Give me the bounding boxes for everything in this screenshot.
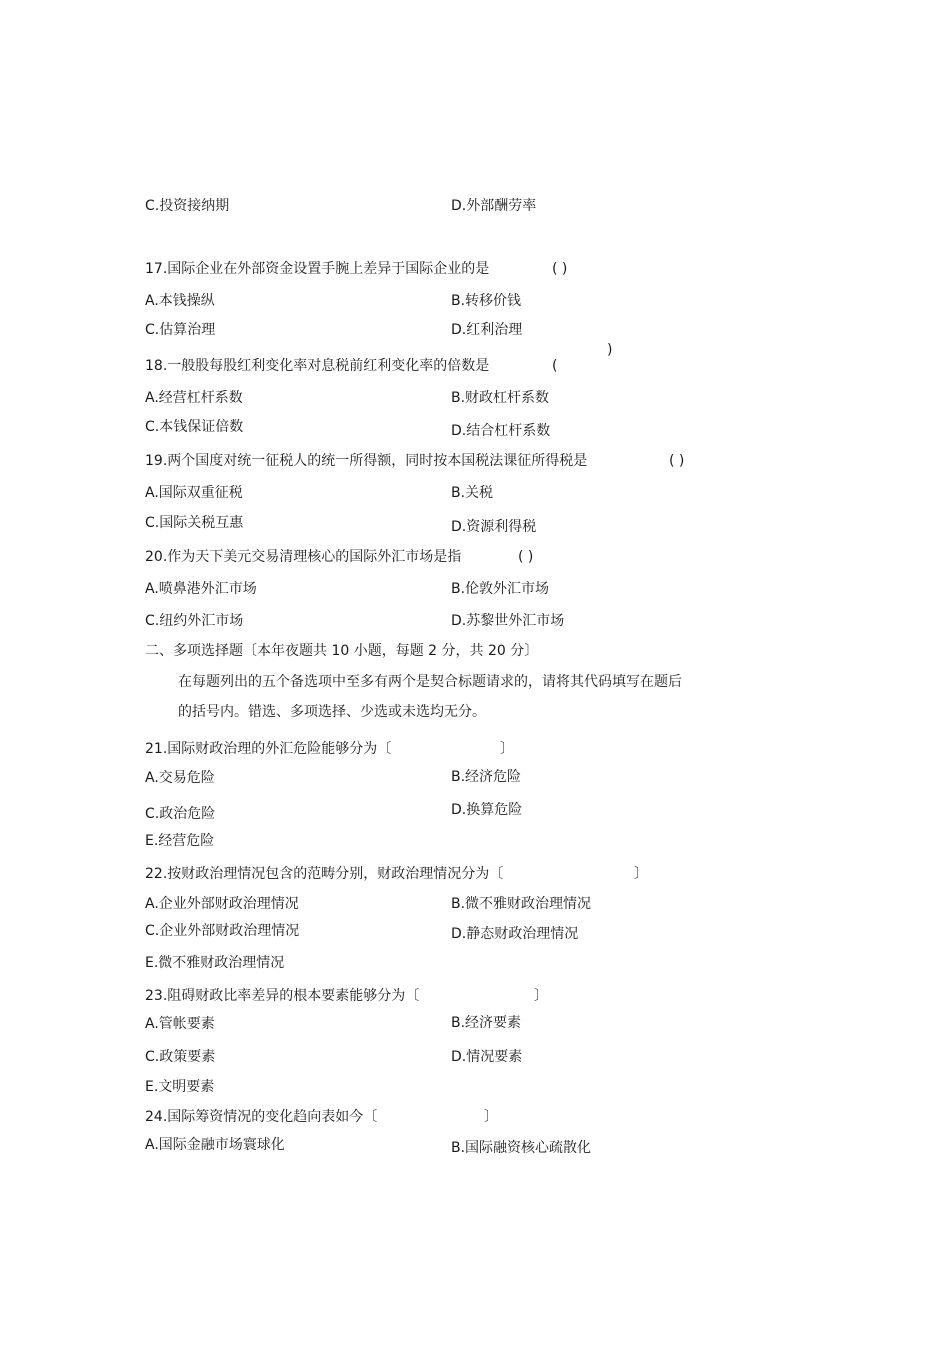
option-b: B.财政杠杆系数 xyxy=(451,390,550,406)
option-b: B.关税 xyxy=(451,485,494,501)
option-d: D.情况要素 xyxy=(451,1049,523,1065)
option-d: D.苏黎世外汇市场 xyxy=(451,613,565,629)
option-d: D.外部酬劳率 xyxy=(451,198,537,214)
option-a: A.本钱操纵 xyxy=(145,293,215,309)
answer-bracket: ( ) xyxy=(552,261,568,277)
option-e: E.微不雅财政治理情况 xyxy=(145,955,285,971)
answer-bracket-close: 〕 xyxy=(484,1109,498,1125)
option-c: C.纽约外汇市场 xyxy=(145,613,244,629)
option-b: B.国际融资核心疏散化 xyxy=(451,1140,592,1156)
section-instructions-continued: 的括号内。错选、多项选择、少选或未选均无分。 xyxy=(178,704,486,720)
option-d: D.红利治理 xyxy=(451,322,523,338)
option-d: D.结合杠杆系数 xyxy=(451,423,551,439)
option-d: D.资源利得税 xyxy=(451,519,537,535)
question-18-stem: 18.一般股每股红利变化率对息税前红利变化率的倍数是 xyxy=(145,358,490,374)
option-b: B.转移价钱 xyxy=(451,293,522,309)
section-heading: 二、多项选择题〔本年夜题共 10 小题，每题 2 分，共 20 分〕 xyxy=(145,643,539,659)
question-19-stem: 19.两个国度对统一征税人的统一所得额，同时按本国税法课征所得税是 xyxy=(145,453,588,469)
option-a: A.交易危险 xyxy=(145,770,215,786)
option-c: C.企业外部财政治理情况 xyxy=(145,923,300,939)
section-instructions: 在每题列出的五个备选项中至多有两个是契合标题请求的，请将其代码填写在题后 xyxy=(178,674,682,690)
question-20-stem: 20.作为天下美元交易清理核心的国际外汇市场是指 xyxy=(145,549,462,565)
question-24-stem: 24.国际筹资情况的变化趋向表如今〔 xyxy=(145,1109,378,1125)
option-e: E.文明要素 xyxy=(145,1079,215,1095)
option-a: A.企业外部财政治理情况 xyxy=(145,896,299,912)
option-a: A.国际双重征税 xyxy=(145,485,243,501)
option-a: A.经营杠杆系数 xyxy=(145,390,243,406)
answer-bracket-close: 〕 xyxy=(500,741,514,757)
option-c: C.估算治理 xyxy=(145,322,216,338)
option-c: C.政策要素 xyxy=(145,1049,216,1065)
option-b: B.微不雅财政治理情况 xyxy=(451,896,592,912)
question-21-stem: 21.国际财政治理的外汇危险能够分为〔 xyxy=(145,741,392,757)
option-e: E.经营危险 xyxy=(145,833,215,849)
answer-bracket-close: 〕 xyxy=(634,866,648,882)
answer-bracket-close: 〕 xyxy=(534,988,548,1004)
question-23-stem: 23.阻碍财政比率差异的根本要素能够分为〔 xyxy=(145,988,420,1004)
option-d: D.静态财政治理情况 xyxy=(451,926,579,942)
option-c: C.投资接纳期 xyxy=(145,198,230,214)
answer-bracket: ( ) xyxy=(518,549,534,565)
option-c: C.政治危险 xyxy=(145,806,216,822)
option-a: A.管帐要素 xyxy=(145,1016,215,1032)
option-a: A.喷鼻港外汇市场 xyxy=(145,581,257,597)
answer-bracket: ( ) xyxy=(669,453,685,469)
option-a: A.国际金融市场寰球化 xyxy=(145,1137,285,1153)
answer-bracket-close: ) xyxy=(607,342,613,358)
option-b: B.经济危险 xyxy=(451,769,522,785)
option-b: B.经济要素 xyxy=(451,1015,522,1031)
option-c: C.国际关税互惠 xyxy=(145,515,244,531)
option-b: B.伦敦外汇市场 xyxy=(451,581,550,597)
option-c: C.本钱保证倍数 xyxy=(145,419,244,435)
answer-bracket-open: ( xyxy=(552,358,558,374)
option-d: D.换算危险 xyxy=(451,802,523,818)
question-17-stem: 17.国际企业在外部资金设置手腕上差异于国际企业的是 xyxy=(145,261,490,277)
question-22-stem: 22.按财政治理情况包含的范畴分别，财政治理情况分为〔 xyxy=(145,866,504,882)
